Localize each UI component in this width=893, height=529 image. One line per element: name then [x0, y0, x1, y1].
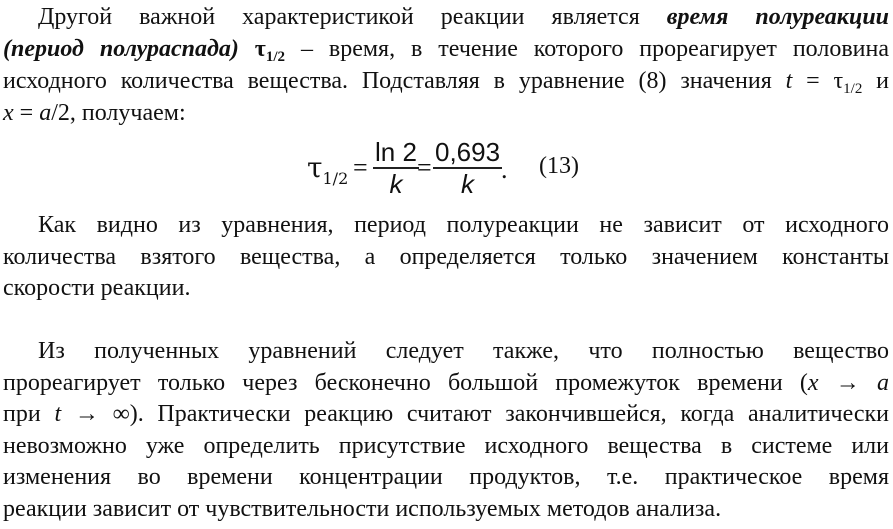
equals-sign: =: [417, 153, 432, 182]
var-x: x: [807, 370, 819, 396]
numerator: ln 2: [375, 137, 417, 167]
text: прореагирует только через бесконечно большой промежуток времени (: [3, 370, 808, 396]
p3-line-5: изменения во времени концентрации продуктов, т.е. практическое время: [3, 464, 889, 490]
fraction-ln2-over-k: [373, 137, 419, 199]
p3-line-2: [3, 368, 889, 398]
denominator: k: [461, 169, 475, 199]
var-t: t: [785, 68, 793, 94]
text: → ∞). Практически реакцию считают закончившейся, когда аналитически: [74, 401, 890, 427]
p1-line-1: [38, 2, 889, 32]
var-a: a: [39, 100, 52, 126]
equation-lhs: $\tau_{1/2}$: [307, 151, 349, 188]
term-half-life: (период полураспада): [3, 36, 239, 62]
text: /2, получаем:: [51, 100, 186, 126]
p1-line-3: [3, 66, 889, 96]
text: =: [19, 100, 34, 126]
text: при: [3, 401, 41, 427]
text: = τ: [806, 68, 844, 94]
p3-line-3: [3, 399, 889, 429]
p3-line-1: Из полученных уравнений следует также, что полностью вещество: [38, 338, 889, 364]
p2-line-3: скорости реакции.: [3, 275, 191, 301]
p3-line-4: невозможно уже определить присутствие исходного вещества в системе или: [3, 433, 889, 459]
p2-line-1: Как видно из уравнения, период полуреакции не зависит от исходного: [38, 212, 889, 238]
period: .: [501, 155, 508, 184]
p1-line-2: [3, 34, 889, 64]
text: Другой важной характеристикой реакции является: [38, 4, 640, 30]
text: исходного количества вещества. Подставляя в уравнение (8) значения: [3, 68, 772, 94]
text: – время, в течение которого прореагирует половина: [300, 36, 890, 62]
denominator: k: [389, 169, 403, 199]
fraction-0693-over-k: [433, 137, 502, 199]
p1-line-4: [3, 98, 889, 128]
var-t: t: [54, 401, 62, 427]
numerator: 0,693: [435, 137, 501, 167]
subscript: 1/2: [843, 81, 863, 97]
term-half-reaction-time: время полуреакции: [666, 4, 890, 30]
arrow: →: [835, 370, 860, 396]
var-x: x: [3, 100, 14, 126]
p2-line-2: количества взятого вещества, а определяется только значением константы: [3, 244, 889, 270]
p3-line-6: реакции зависит от чувствительности используемых методов анализа.: [3, 496, 722, 522]
tau-symbol: $\tau_{1/2}$: [254, 36, 286, 65]
equals-sign: =: [353, 153, 368, 182]
var-a: a: [877, 370, 890, 396]
equation-number: (13): [539, 153, 579, 179]
text: и: [876, 68, 890, 94]
